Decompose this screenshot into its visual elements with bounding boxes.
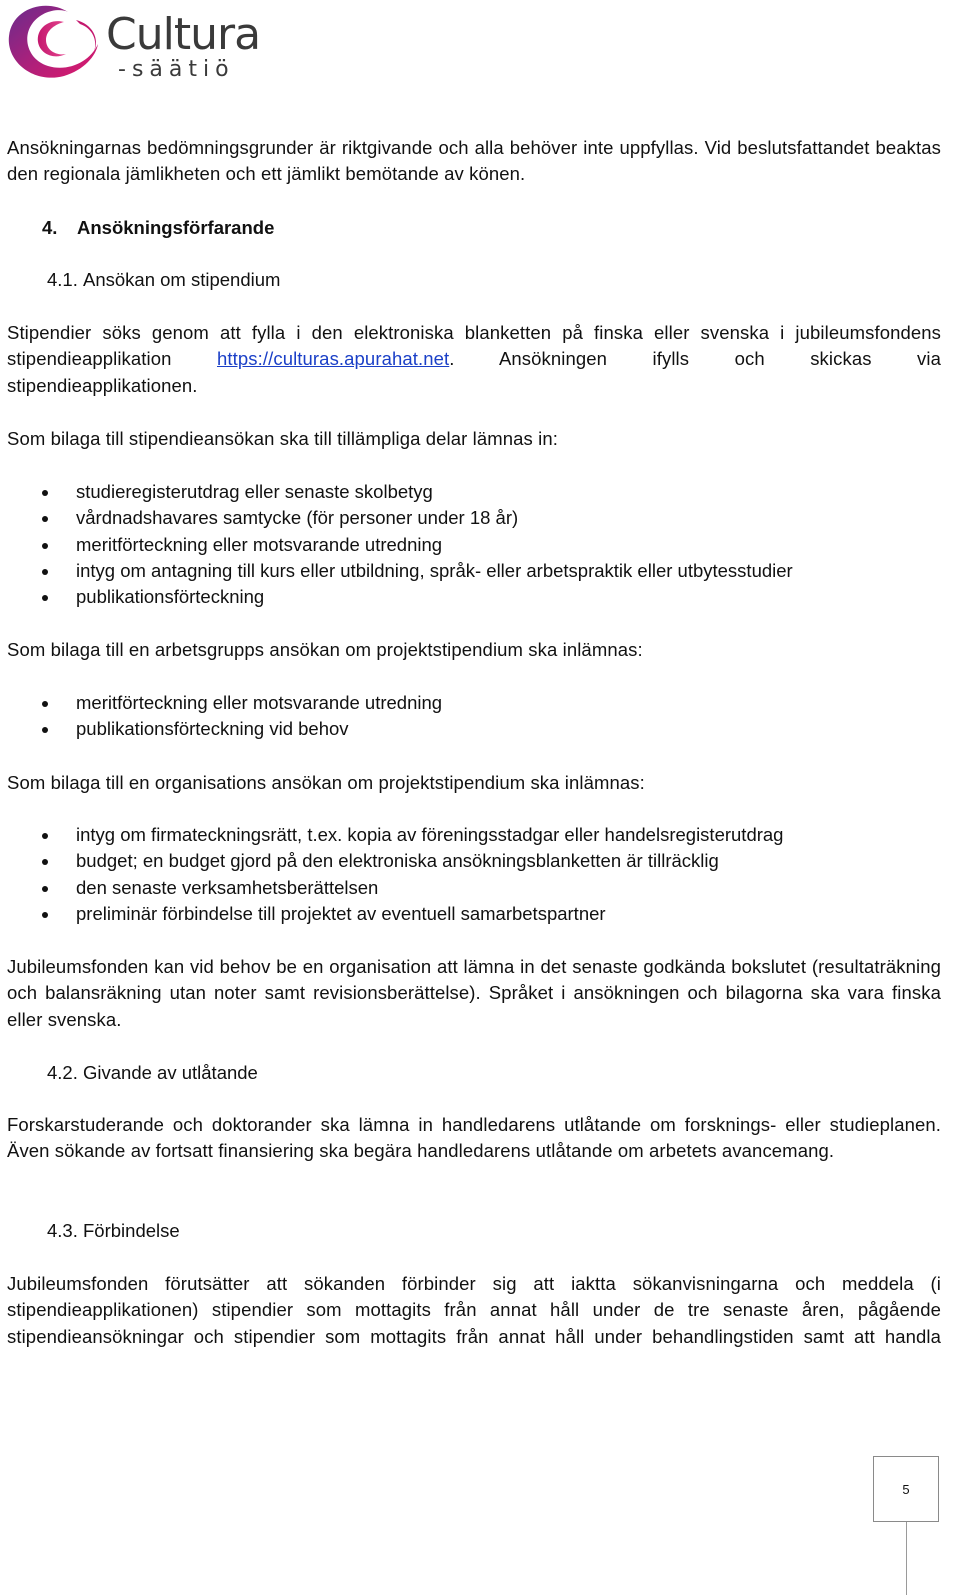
- list-item-text: publikationsförteckning: [76, 586, 265, 608]
- statement-paragraph: Forskarstuderande och doktorander ska lämna in handledarens utlåtande om forsknings- eller studieplanen. Även sökande av fortsatt finansiering ska begära handledarens utlåtande om arbetets avancemang.: [7, 1114, 941, 1162]
- section-4-1-heading: [47, 267, 280, 293]
- section-title: Ansökan om stipendium: [83, 269, 281, 290]
- bullet-icon: [42, 516, 48, 522]
- apply-line-1: Stipendier söks genom att fylla i den elektroniska blanketten på finska eller svenska i jubileumsfondens: [7, 322, 941, 343]
- commitment-paragraph: Jubileumsfonden förutsätter att sökanden förbinder sig att iaktta sökanvisningarna och meddela (i stipendieapplikationen) stipendier som mottagits från annat håll under de tre senaste åren, pågående stipendieansökningar och stipendier som mottagits från annat håll under behandlingstiden samt att handla: [7, 1273, 941, 1347]
- section-number: 4.1.: [47, 269, 78, 290]
- list-item: [0, 822, 940, 848]
- list-item: [0, 848, 940, 874]
- section-number: 4.: [42, 217, 58, 238]
- section-title: Förbindelse: [83, 1220, 180, 1241]
- logo-subtitle: -säätiö: [118, 57, 235, 82]
- bullet-icon: [42, 886, 48, 892]
- attach-group-intro: Som bilaga till en arbetsgrupps ansökan om projektstipendium ska inlämnas:: [7, 639, 643, 660]
- apply-paragraph: [7, 320, 941, 399]
- apurahat-link[interactable]: https://culturas.apurahat.net: [217, 348, 450, 370]
- bullet-icon: [42, 543, 48, 549]
- section-number: 4.2.: [47, 1062, 78, 1083]
- list-item: [0, 716, 940, 742]
- bullet-icon: [42, 727, 48, 733]
- page-number-box: [873, 1456, 939, 1522]
- bullet-icon: [42, 569, 48, 575]
- attach-individual-list: [0, 479, 940, 610]
- apply-text-pre: stipendieapplikation: [7, 348, 172, 370]
- bullet-icon: [42, 833, 48, 839]
- list-item: [0, 532, 940, 558]
- list-item-text: meritförteckning eller motsvarande utredning: [76, 533, 443, 555]
- list-item: [0, 690, 940, 716]
- list-item-text: studieregisterutdrag eller senaste skolbetyg: [76, 481, 433, 502]
- list-item-text: intyg om firmateckningsrätt, t.ex. kopia av föreningsstadgar eller handelsregisterutdrag: [76, 824, 784, 845]
- apply-line-3: stipendieapplikationen.: [7, 374, 198, 396]
- section-title: Ansökningsförfarande: [77, 217, 275, 238]
- attach-org-list: [0, 822, 940, 927]
- cultura-logo: [6, 2, 261, 86]
- list-item-text: vårdnadshavares samtycke (för personer under 18 år): [76, 507, 519, 529]
- section-title: Givande av utlåtande: [83, 1062, 258, 1083]
- list-item: [0, 558, 940, 584]
- page-number-rule: [906, 1522, 907, 1595]
- list-item-text: intyg om antagning till kurs eller utbildning, språk- eller arbetspraktik eller utbytesstudier: [76, 559, 793, 581]
- list-item-text: den senaste verksamhetsberättelsen: [76, 876, 379, 898]
- logo-wordmark: Cultura: [106, 9, 261, 60]
- section-4-3-heading: [47, 1218, 180, 1244]
- list-item-text: preliminär förbindelse till projektet av eventuell samarbetspartner: [76, 902, 606, 924]
- bullet-icon: [42, 595, 48, 601]
- bullet-icon: [42, 701, 48, 707]
- bullet-icon: [42, 859, 48, 865]
- attach-individual-intro: Som bilaga till stipendieansökan ska till tillämpliga delar lämnas in:: [7, 428, 558, 449]
- jubileum-paragraph: Jubileumsfonden kan vid behov be en organisation att lämna in det senaste godkända bokslutet (resultaträkning och balansräkning utan noter samt revisionsberättelse). Språket i ansökningen och bilagorna ska vara finska eller svenska.: [7, 956, 941, 1030]
- section-number: 4.3.: [47, 1220, 78, 1241]
- bullet-icon: [42, 490, 48, 496]
- list-item: [0, 901, 940, 927]
- list-item: [0, 584, 940, 610]
- list-item: [0, 875, 940, 901]
- page-number: 5: [902, 1481, 910, 1497]
- section-4-heading: [42, 215, 274, 241]
- list-item-text: publikationsförteckning vid behov: [76, 718, 349, 740]
- list-item: [0, 505, 940, 531]
- attach-group-list: [0, 690, 940, 743]
- list-item: [0, 479, 940, 505]
- apply-line-2: [7, 346, 941, 372]
- bullet-icon: [42, 912, 48, 918]
- list-item-text: meritförteckning eller motsvarande utredning: [76, 692, 443, 713]
- section-4-2-heading: [47, 1060, 258, 1086]
- apply-text-post: . Ansökningen ifylls och skickas via: [449, 348, 941, 370]
- attach-org-intro: Som bilaga till en organisations ansökan om projektstipendium ska inlämnas:: [7, 772, 645, 793]
- list-item-text: budget; en budget gjord på den elektroniska ansökningsblanketten är tillräcklig: [76, 850, 719, 872]
- criteria-paragraph: Ansökningarnas bedömningsgrunder är riktgivande och alla behöver inte uppfyllas. Vid beslutsfattandet beaktas den regionala jämlikheten och ett jämlikt bemötande av könen.: [7, 137, 941, 185]
